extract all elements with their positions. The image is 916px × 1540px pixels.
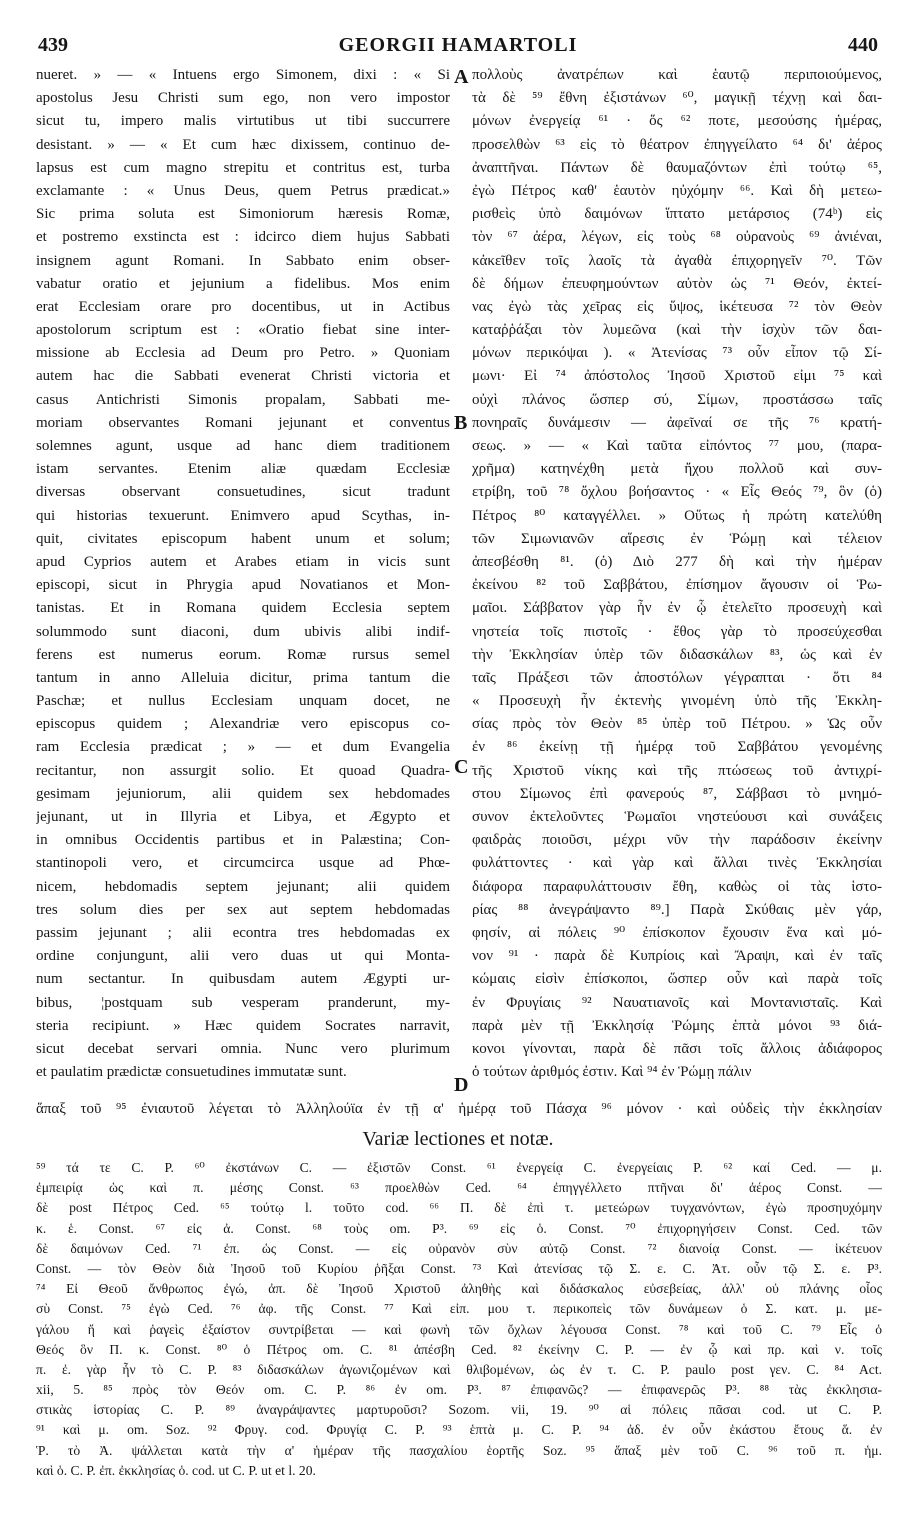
page-number-left: 439: [38, 34, 68, 56]
greek-text-line: καταῤῥάξαι τὸν λυμεῶνα (καὶ τὴν ἰσχὺν τῶν δαι-: [472, 322, 882, 339]
greek-text-line: συνον ἐκτελοῦντες Ῥωμαῖοι νηστεύουσι καὶ συνάξεις: [472, 809, 882, 825]
latin-text-line: tanistas. Et in Romana quidem Ecclesia septem: [36, 600, 450, 617]
greek-text-line: μόνων ἐνεργείᾳ ⁶¹ · ὅς ⁶² ποτε, μεσούσης ἡμέρας,: [472, 113, 882, 130]
greek-text-line: ὁ τούτων ἀριθμός ἐστιν. Καὶ ⁹⁴ ἐν Ῥώμῃ πάλιν: [472, 1064, 752, 1081]
greek-text-line: ἐν ⁸⁶ ἐκείνῃ τῇ ἡμέρᾳ τοῦ Σαββάτου γενομένης: [472, 739, 882, 756]
latin-text-line: sicut tu, impero malis virtutibus ut tibi succurrere: [36, 113, 450, 130]
note-line: xii, 5. ⁸⁵ πρὸς τὸν Θεόν om. C. P. ⁸⁶ ἐν om. P³. ⁸⁷ ἐπιφανῶς? — ἐπιφανερῶς P³. ⁸⁸ τὰς ἐκκλησια-: [36, 1382, 882, 1398]
greek-text-line: τὸν ⁶⁷ ἀέρα, λέγων, εἰς τοὺς ⁶⁸ οὐρανοὺς ⁶⁹ ἀνιέναι,: [472, 229, 882, 246]
latin-text-line: lapsus est cum magno strepitu et contritus est, turba: [36, 159, 450, 176]
latin-text-line: et postremo exstincta est : idcirco diem hujus Sabbati: [36, 229, 450, 246]
greek-text-line: τῶν Σιμωνιανῶν αἵρεσις ἐν Ῥώμῃ καὶ τέλειον: [472, 530, 882, 547]
latin-text-line: sicut decebat servari omnia. Nunc vero plurimum: [36, 1040, 450, 1057]
greek-text-line: τῆς Χριστοῦ νίκης καὶ τῆς πτώσεως τοῦ ἀντιχρί-: [472, 762, 882, 779]
note-line: ⁷⁴ Εἰ Θεοῦ ἄνθρωπος ἐγώ, ἀπ. δὲ Ἰησοῦ Χριστοῦ ἀληθὴς καὶ διδάσκαλος εὐσεβείας, ἀλλ' οὐ πλάνης οἷος: [36, 1281, 882, 1297]
notes-title: Variæ lectiones et notæ.: [362, 1128, 554, 1150]
greek-text-line: φυλάττοντες · καὶ γὰρ καὶ ἄλλαι τινὲς Ἐκκλησίαι: [472, 855, 882, 872]
note-line: Ῥ. τὸ Ἀ. ψάλλεται κατὰ τὴν α' ἡμέραν τῆς πασχαλίου ἑορτῆς Soz. ⁹⁵ ἅπαξ μὲν τοῦ C. ⁹⁶ τοῦ π. ἡμ.: [36, 1442, 882, 1458]
note-line: ⁹¹ καὶ μ. om. Soz. ⁹² Φρυγ. cod. Φρυγίᾳ C. P. ⁹³ ἑπτὰ μ. C. P. ⁹⁴ ἀδ. ἐν οὖν ἑκάστου ἔτους ἅ. ἐν: [36, 1422, 882, 1438]
margin-marker-d: D: [454, 1074, 469, 1096]
note-line: γάλου ἤ καὶ ῥαγεὶς ἐξαίστον συντρίβεται — καὶ φωνὴ τῶν ὄχλων λέγουσα Const. ⁷⁸ καὶ τοῦ C. ⁷⁹ Εἷς ὁ: [36, 1321, 882, 1337]
greek-text-line: νον ⁹¹ · παρὰ δὲ Κυπρίοις καὶ Ἄραψι, καὶ ἐν ταῖς: [472, 948, 882, 965]
margin-marker-a: A: [454, 66, 469, 88]
latin-text-line: solemnes agunt, usque ad hanc diem traditionem: [36, 438, 450, 454]
note-line: Const. — τὸν Θεὸν διὰ Ἰησοῦ τοῦ Κυρίου ῥῆξαι Const. ⁷³ Καὶ ἀτενίσας τῷ Σ. ε. C. Ἀτ. οὖν τῷ Σ. ε. P³.: [36, 1260, 882, 1276]
greek-text-line: τὰ δὲ ⁵⁹ ἔθνη ἐξιστάνων ⁶⁰, μαγικῇ τέχνῃ καὶ δαι-: [472, 90, 882, 107]
latin-text-line: moriam observantes Romani jejunant et conventus: [36, 414, 450, 431]
note-line: ἐμπειρίᾳ ὡς καὶ π. μέσης Const. ⁶³ προελθὼν Ced. ⁶⁴ ἐπηγγέλλετο πτῆναι δι' ἀέρος Const. —: [36, 1180, 882, 1196]
greek-text-line: ετρίβη, τοῦ ⁷⁸ ὄχλου βοήσαντος · « Εἷς Θεός ⁷⁹, ὃν (ὁ): [472, 484, 882, 501]
latin-text-line: Sic prima soluta est Simoniorum hæresis Romæ,: [36, 206, 450, 223]
greek-text-line: σίας πρὸς τὸν Θεὸν ⁸⁵ ὑπὲρ τοῦ Πέτρου. » Ὡς οὖν: [472, 716, 882, 733]
greek-text-line: πολλοὺς ἀνατρέπων καὶ ἑαυτῷ περιποιούμενος,: [472, 67, 882, 83]
note-line: Θεός ὃν Π. κ. Const. ⁸⁰ ὁ Πέτρος om. C. ⁸¹ ἀπέσβη Ced. ⁸² ἐκείνην C. P. — ἐν ᾧ καὶ πρ. καὶ ν. τοῖς: [36, 1341, 882, 1357]
greek-text-line: μωνι· Εἰ ⁷⁴ ἀπόστολος Ἰησοῦ Χριστοῦ εἰμι ⁷⁵ καὶ: [472, 368, 882, 385]
greek-text-line: οὐχὶ πλάνος ὥσπερ σύ, Σίμων, προστάσσω ταῖς: [472, 391, 882, 408]
greek-text-line: μαῖοι. Σάββατον γὰρ ἦν ἐν ᾧ ἐτελεῖτο προσευχὴ καὶ: [472, 600, 882, 617]
latin-text-line: nicem, hebdomadis septem jejunant; alii quidem: [36, 878, 450, 895]
margin-marker-b: B: [454, 412, 468, 434]
full-width-line: ἅπαξ τοῦ ⁹⁵ ἐνιαυτοῦ λέγεται τὸ Ἀλληλούϊα ἐν τῇ α' ἡμέρᾳ τοῦ Πάσχα ⁹⁶ μόνον · καὶ οὐδεὶς τὴν ἐκκλησίαν: [36, 1101, 882, 1117]
latin-text-line: vabatur oratio et jejunium a fidelibus. Mos enim: [36, 275, 450, 292]
latin-text-line: desistant. » — « Et cum hæc dixissem, continuo de-: [36, 136, 450, 153]
latin-text-line: et paulatim prædictæ consuetudines immutatæ sunt.: [36, 1064, 347, 1081]
greek-column: [472, 64, 882, 1084]
latin-text-line: ram Ecclesia prædicat ; » — et dum Evangelia: [36, 739, 450, 756]
greek-text-line: κονοι γίνονται, παρὰ δὲ πᾶσι τοῖς ἄλλοις ἀδιάφορος: [472, 1040, 882, 1057]
greek-text-line: τὴν Ἐκκλησίαν ὑπὲρ τῶν διδασκάλων ⁸³, ὡς καὶ ἐν: [472, 646, 882, 663]
greek-text-line: ἀπεσβέσθη ⁸¹. (ὁ) Διὸ 277 δὴ καὶ τὴν ἡμέραν: [472, 553, 882, 570]
note-line: σὺ Const. ⁷⁵ ἐγὼ Ced. ⁷⁶ ἀφ. τῆς Const. ⁷⁷ Καὶ εἰπ. μου τ. περικοπεὶς τῶν δυνάμεων ὁ Σ. κατ. μ. με-: [36, 1301, 882, 1317]
greek-text-line: παρὰ μὲν τῇ Ἐκκλησίᾳ Ῥώμης ἑπτὰ μόνοι ⁹³ διά-: [472, 1017, 882, 1034]
greek-text-line: κώμαις εἰσὶν ἐπίσκοποι, ὥσπερ οὖν καὶ παρὰ τοῖς: [472, 971, 882, 988]
greek-text-line: δὲ δήμων ἐπευφημούντων αὐτὸν ὡς ⁷¹ Θεόν, ἐκτεί-: [472, 275, 882, 292]
latin-text-line: qui historias texuerunt. Enimvero apud Scythas, in-: [36, 507, 450, 524]
latin-text-line: missione ab Ecclesia ad Deum pro Petro. » Quoniam: [36, 345, 450, 362]
latin-text-line: quit, civitates episcopum habent unum et solum;: [36, 530, 450, 547]
running-header: [38, 34, 878, 64]
latin-text-line: tres solum dies per sex aut septem hebdomadas: [36, 901, 450, 918]
greek-text-line: « Προσευχὴ ἦν ἐκτενὴς γινομένη ὑπὸ τῆς Ἐκκλη-: [472, 693, 882, 710]
latin-text-line: nueret. » — « Intuens ergo Simonem, dixi : « Si: [36, 67, 450, 83]
greek-text-line: νηστεία τοῖς πιστοῖς · ἔθος γὰρ τὸ προσεύχεσθαι: [472, 623, 882, 640]
greek-text-line: προσελθὼν ⁶³ εἰς τὸ θέατρον ἐπηγγείλατο ⁶⁴ δι' ἀέρος: [472, 136, 882, 153]
latin-text-line: ordine conjungunt, alii vero duas ut qui Monta-: [36, 948, 450, 965]
note-line: καὶ ὁ. C. P. ἐπ. ἐκκλησίας ὁ. cod. ut C. P. ut et l. 20.: [36, 1462, 316, 1478]
latin-text-line: passim jejunant ; alii econtra tres hebdomadas ex: [36, 924, 450, 941]
greek-text-line: διάφορα παραφυλάττουσιν ἔθη, καθὼς οἱ τὰς ἱστο-: [472, 878, 882, 895]
greek-text-line: Πέτρος ⁸⁰ καταγγέλλει. » Οὕτως ἡ πρώτη κατελύθη: [472, 507, 882, 524]
greek-text-line: σεως. » — « Καὶ ταῦτα εἰπόντος ⁷⁷ μου, (παρα-: [472, 438, 882, 454]
latin-text-line: bibus, ¦postquam sub vesperam pranderunt, my-: [36, 994, 450, 1011]
margin-marker-c: C: [454, 756, 469, 778]
latin-text-line: in omnibus Occidentis partibus et in Palæstina; Con-: [36, 832, 450, 849]
latin-text-line: exclamante : « Unus Deus, quem Petrus prædicat.»: [36, 182, 450, 199]
greek-text-line: ἐκείνου ⁸² τοῦ Σαββάτου, ἐπίσημον ἄγουσιν οἱ Ῥω-: [472, 577, 882, 594]
latin-text-line: ferens est numerus eorum. Romæ rursus semel: [36, 646, 450, 663]
note-line: κ. ἑ. Const. ⁶⁷ εἰς ἀ. Const. ⁶⁸ τοὺς om. P³. ⁶⁹ εἰς ὁ. Const. ⁷⁰ ἐπιχορηγήσειν Const. Ced. τῶν: [36, 1220, 882, 1236]
greek-text-line: χρῆμα) κατηνέχθη μετὰ ἤχου πολλοῦ καὶ συν-: [472, 461, 882, 478]
running-title: GEORGII HAMARTOLI: [338, 34, 578, 56]
greek-text-line: φαιδρὰς ποιοῦσι, μέχρι νῦν τὴν παράδοσιν ἐκείνην: [472, 832, 882, 849]
greek-text-line: ἐγὼ Πέτρος καθ' ἑαυτὸν ηὐχόμην ⁶⁶. Καὶ δὴ μετεω-: [472, 182, 882, 199]
greek-text-line: στου Σίμωνος ἐπὶ φανερούς ⁸⁷, Σάββασι τὸ μνημό-: [472, 785, 882, 802]
latin-text-line: erat Ecclesiam orare pro docentibus, ut in Actibus: [36, 298, 450, 315]
latin-text-line: apud Cyprios autem et Arabes etiam in vicis sunt: [36, 553, 450, 570]
latin-column: [36, 64, 450, 1084]
note-line: π. ἐ. γὰρ ἦν τὸ C. P. ⁸³ διδασκάλων ἀγωνιζομένων καὶ θλιβομένων, ὡς ἐν τ. C. P. paulo post γεν. C. ⁸⁴ Act.: [36, 1361, 882, 1377]
latin-text-line: insignem agunt Romani. In Sabbato enim obser-: [36, 252, 450, 269]
greek-text-line: πονηραῖς δυνάμεσιν — ἀφεῖναί σε τῆς ⁷⁶ κρατή-: [472, 414, 882, 431]
note-line: στικὰς ἱστορίας C. P. ⁸⁹ ἀναγράψαντες μαρτυροῦσι? Sozom. vii, 19. ⁹⁰ αἱ πόλεις πᾶσαι cod. ut C. P.: [36, 1402, 882, 1418]
latin-text-line: gesimam jejuniorum, alii quidem sex hebdomades: [36, 785, 450, 802]
latin-text-line: episcopus quidem ; Alexandriæ vero episcopus co-: [36, 716, 450, 733]
greek-text-line: ρισθεὶς ὑπὸ δαιμόνων ἵπτατο μετάρσιος (74ᵇ) εἰς: [472, 206, 882, 223]
greek-text-line: ταῖς Πράξεσι τῶν ἀποστόλων γέγραπται · ὅτι ⁸⁴: [472, 669, 882, 686]
page-number-right: 440: [848, 34, 878, 56]
latin-text-line: episcopi, sicut in Phrygia apud Novatianos et Mon-: [36, 577, 450, 594]
note-line: δὲ δαιμόνων Ced. ⁷¹ ἐπ. ὡς Const. — εἰς οὐρανὸν σὺν αὐτῷ Const. ⁷² διανοίᾳ Const. — ἱκέτευον: [36, 1240, 882, 1256]
note-line: δὲ post Πέτρος Ced. ⁶⁵ τούτῳ l. τοῦτο cod. ⁶⁶ Π. δὲ ἐπὶ τ. μετεώρων τυγχανόντων, ἐγὼ προσηυχόμην: [36, 1200, 882, 1216]
greek-text-line: μόνων περικόψαι ). « Ἀτενίσας ⁷³ οὖν εἶπον τῷ Σί-: [472, 345, 882, 362]
latin-text-line: tantum in anno Alleluia dicitur, prima tantum die: [36, 669, 450, 686]
latin-text-line: recitantur, non assurgit solio. Et quoad Quadra-: [36, 762, 450, 779]
latin-text-line: apostolus Jesu Christi sum ego, non vero impostor: [36, 90, 450, 107]
latin-text-line: casus Antichristi Simonis propalam, Sabbati me-: [36, 391, 450, 408]
greek-text-line: ἐν Φρυγίαις ⁹² Ναυατιανοῖς καὶ Μοντανισταῖς. Καὶ: [472, 994, 882, 1011]
latin-text-line: stantinopoli vero, et circumcirca usque ad Phœ-: [36, 855, 450, 872]
latin-text-line: autem hac die Sabbati evenerat Christi victoria et: [36, 368, 450, 385]
latin-text-line: steria recipiunt. » Hæc quidem Socrates narravit,: [36, 1017, 450, 1034]
latin-text-line: istam servantes. Etenim aliæ quædam Ecclesiæ: [36, 461, 450, 478]
notes-section: [36, 1158, 882, 1481]
greek-text-line: νας ἐγὼ τὰς χεῖρας εἰς ὕψος, ἱκέτευσα ⁷² τὸν Θεὸν: [472, 298, 882, 315]
greek-text-line: ρίας ⁸⁸ ἀνεγράψαντο ⁸⁹.] Παρὰ Σκύθαις μὲν γάρ,: [472, 901, 882, 918]
latin-text-line: num sectantur. In quibusdam autem Ægypti ur-: [36, 971, 450, 988]
latin-text-line: solummodo sunt diaconi, dum ubivis alibi indif-: [36, 623, 450, 640]
greek-text-line: ἀναπτῆναι. Πάντων δὲ θαυμαζόντων ἐπὶ τούτῳ ⁶⁵,: [472, 159, 882, 176]
greek-text-line: κἀκεῖθεν τοῖς λαοῖς τὰ ἀγαθὰ ἐπιχορηγεῖν ⁷⁰. Τῶν: [472, 252, 882, 269]
note-line: ⁵⁹ τά τε C. P. ⁶⁰ ἐκστάνων C. — ἐξιστῶν Const. ⁶¹ ἐνεργείᾳ C. ἐνεργείαις P. ⁶² καί Ced. — μ.: [36, 1160, 882, 1175]
latin-text-line: apostolorum scriptum est : «Oratio fiebat sine inter-: [36, 322, 450, 339]
latin-text-line: jejunant, ut in Illyria et Libya, et Ægypto et: [36, 809, 450, 825]
latin-text-line: Paschæ; et nullus Ecclesiam unquam docet, ne: [36, 693, 450, 710]
latin-text-line: diversas observant consuetudines, sicut tradunt: [36, 484, 450, 501]
greek-text-line: φησίν, αἱ πόλεις ⁹⁰ ἐπίσκοπον ἔχουσιν ἕνα καὶ μό-: [472, 924, 882, 941]
